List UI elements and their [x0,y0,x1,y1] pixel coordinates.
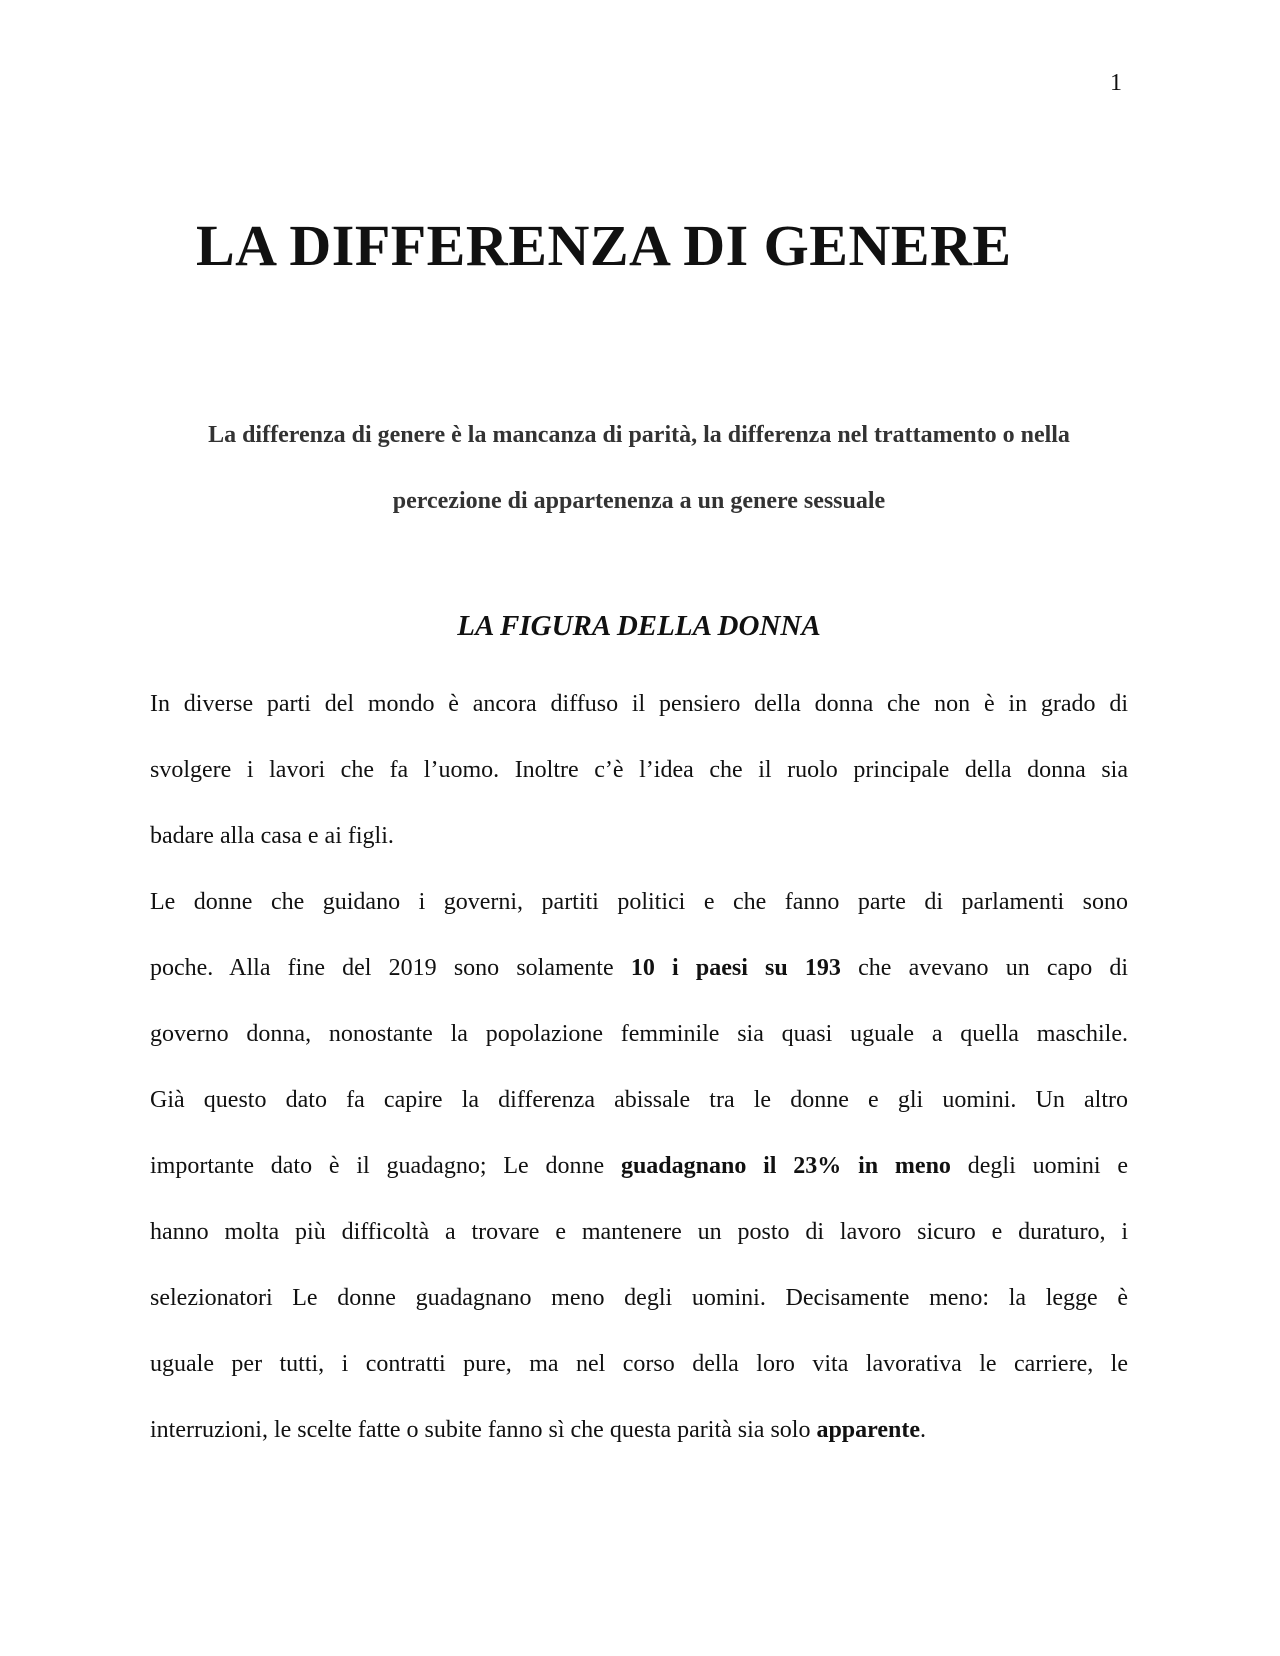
paragraph1-line: svolgere i lavori che fa l’uomo. Inoltre c’è l’idea che il ruolo principale della donna sia [150,757,1128,783]
bold-text-run: apparente [816,1417,921,1443]
paragraph2-line: Le donne che guidano i governi, partiti politici e che fanno parte di parlamenti sono [150,889,1128,915]
paragraph2-line [150,935,1128,1001]
subtitle-line: La differenza di genere è la mancanza di parità, la differenza nel trattamento o nella [208,422,1070,448]
paragraph1-line: In diverse parti del mondo è ancora diffuso il pensiero della donna che non è in grado di [150,691,1128,717]
text-run: . [920,1417,927,1443]
paragraph2-line [150,1133,1128,1199]
text-run: poche. Alla fine del 2019 sono solamente [150,955,614,981]
paragraph2-line [150,1397,1128,1463]
paragraph2-line: selezionatori Le donne guadagnano meno degli uomini. Decisamente meno: la legge è [150,1285,1128,1311]
paragraph2-line: Già questo dato fa capire la differenza abissale tra le donne e gli uomini. Un altro [150,1087,1128,1113]
page-number: 1 [1110,70,1122,96]
bold-text-run: 10 i paesi su 193 [630,955,841,981]
text-run: interruzioni, le scelte fatte o subite fanno sì che questa parità sia solo [150,1417,811,1443]
paragraph1-line: badare alla casa e ai figli. [150,823,394,849]
document-title: LA DIFFERENZA DI GENERE [196,213,1012,278]
paragraph2-line: uguale per tutti, i contratti pure, ma nel corso della loro vita lavorativa le carriere, le [150,1351,1128,1377]
text-run: importante dato è il guadagno; Le donne [150,1153,605,1179]
paragraph2-line: governo donna, nonostante la popolazione femminile sia quasi uguale a quella maschile. [150,1021,1128,1047]
document-subtitle [150,402,1128,534]
text-run: che avevano un capo di [858,955,1128,981]
section-heading: LA FIGURA DELLA DONNA [457,610,821,642]
bold-text-run: guadagnano il 23% in meno [620,1153,951,1179]
body-text [150,671,1128,1463]
paragraph2-line: hanno molta più difficoltà a trovare e mantenere un posto di lavoro sicuro e duraturo, i [150,1219,1128,1245]
text-run: degli uomini e [967,1153,1128,1179]
subtitle-line: percezione di appartenenza a un genere sessuale [392,488,886,514]
